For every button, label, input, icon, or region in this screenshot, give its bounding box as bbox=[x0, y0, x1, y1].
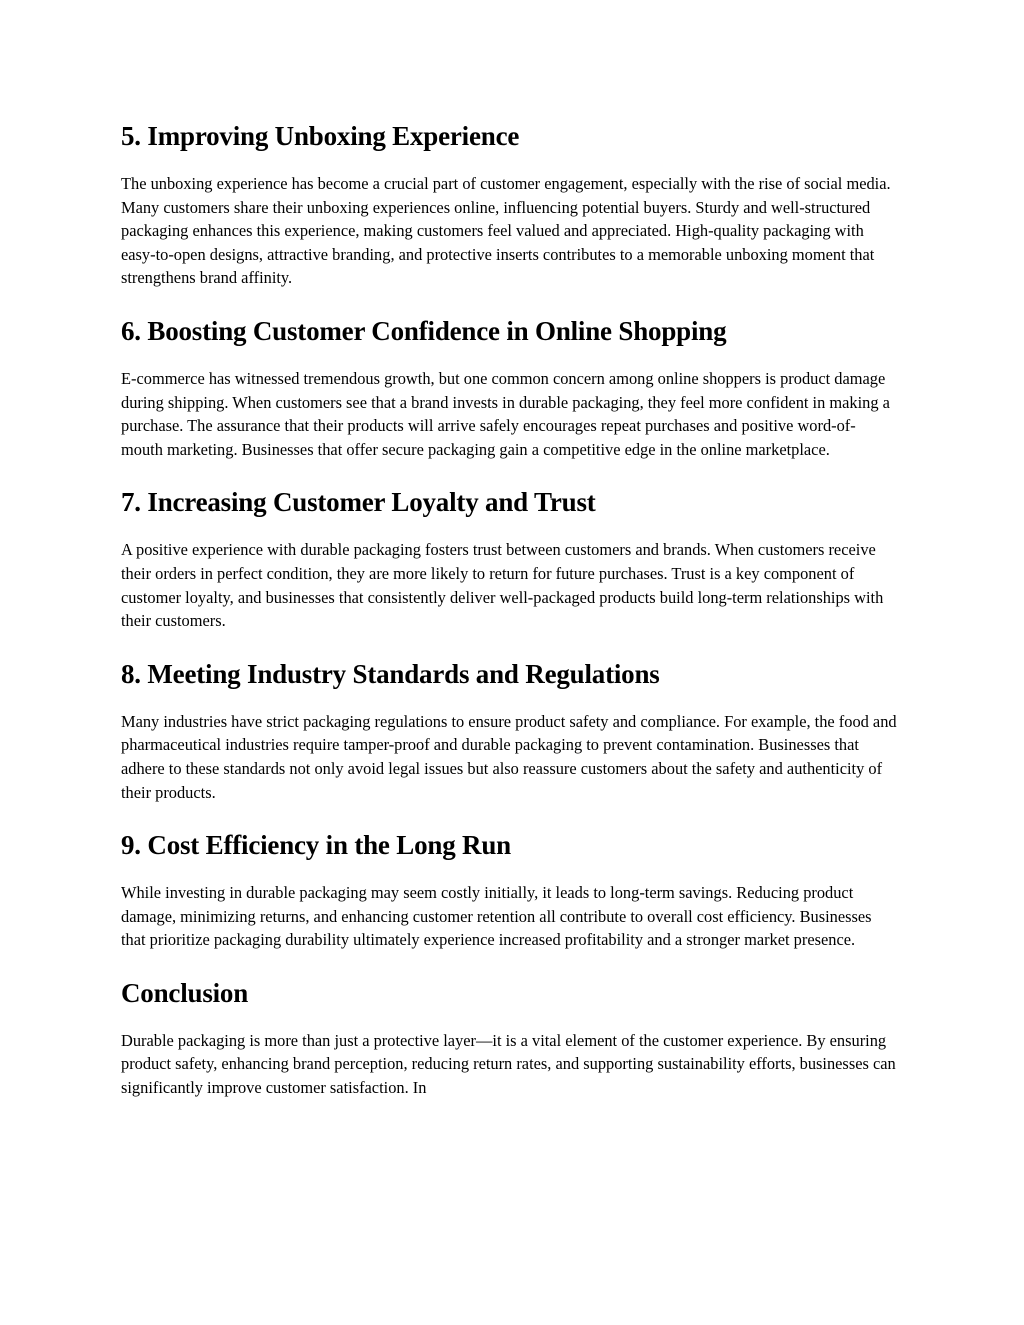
section-heading: 6. Boosting Customer Confidence in Online Shopping bbox=[121, 315, 727, 346]
section-body: Many industries have strict packaging regulations to ensure product safety and compliance. For example, the food and pharmaceutical industries require tamper-proof and durable packaging to prevent contamination. Businesses that adhere to these standards not only avoid legal issues but also reassure customers about the safety and authenticity of their products. bbox=[121, 711, 897, 802]
section-body: E-commerce has witnessed tremendous growth, but one common concern among online shoppers is product damage during shipping. When customers see that a brand invests in durable packaging, they feel more confident in making a purchase. The assurance that their products will arrive safely encourages repeat purchases and positive word-of-mouth marketing. Businesses that offer secure packaging gain a competitive edge in the online marketplace. bbox=[121, 368, 890, 459]
section-heading: 7. Increasing Customer Loyalty and Trust bbox=[121, 487, 596, 518]
section-body: While investing in durable packaging may seem costly initially, it leads to long-term savings. Reducing product damage, minimizing returns, and enhancing customer retention all contribute to overall cost efficiency. Businesses that prioritize packaging durability ultimately experience increased profitability and a stronger market presence. bbox=[121, 883, 872, 950]
section-industry-standards bbox=[121, 656, 897, 804]
section-heading: 9. Cost Efficiency in the Long Run bbox=[121, 830, 511, 861]
section-boosting-confidence bbox=[121, 313, 897, 461]
section-heading: 8. Meeting Industry Standards and Regulations bbox=[121, 658, 660, 689]
section-body: Durable packaging is more than just a protective layer—it is a vital element of the customer experience. By ensuring product safety, enhancing brand perception, reducing return rates, and supporting sustainability efforts, businesses can significantly improve customer satisfaction. In bbox=[121, 1030, 896, 1098]
section-body: A positive experience with durable packaging fosters trust between customers and brands. When customers receive their orders in perfect condition, they are more likely to return for future purchases. Trust is a key component of customer loyalty, and businesses that consistently deliver well-packaged products build long-term relationships with their customers. bbox=[121, 540, 884, 631]
section-loyalty-trust bbox=[121, 484, 897, 632]
section-improving-unboxing bbox=[121, 118, 897, 290]
document-page bbox=[121, 118, 897, 1123]
section-cost-efficiency bbox=[121, 827, 897, 952]
section-conclusion bbox=[121, 975, 897, 1100]
section-body: The unboxing experience has become a crucial part of customer engagement, especially with the rise of social media. Many customers share their unboxing experiences online, influencing potential buyers. Sturdy and well-structured packaging enhances this experience, making customers feel valued and appreciated. High-quality packaging with easy-to-open designs, attractive branding, and protective inserts contributes to a memorable unboxing moment that strengthens brand affinity. bbox=[121, 174, 891, 288]
section-heading: 5. Improving Unboxing Experience bbox=[121, 121, 520, 151]
section-heading: Conclusion bbox=[121, 977, 249, 1008]
